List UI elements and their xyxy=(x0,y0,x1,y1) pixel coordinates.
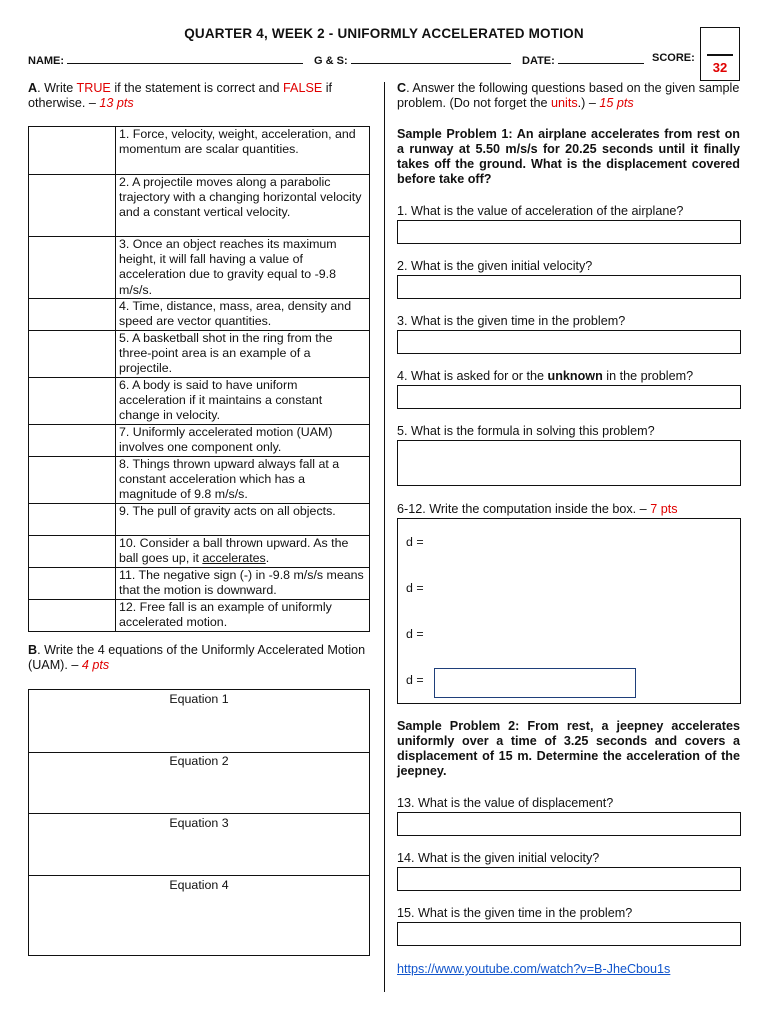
question-13: 13. What is the value of displacement? xyxy=(397,796,614,810)
answer-box-2[interactable] xyxy=(397,275,741,299)
gs-label: G & S: xyxy=(314,55,348,67)
answer-cell[interactable] xyxy=(29,536,116,568)
statement-text: 3. Once an object reaches its maximum height, it will fall having a value of acceleration due to gravity equal to -9.8 m/s/s. xyxy=(116,237,370,299)
table-row xyxy=(29,568,370,600)
answer-cell[interactable] xyxy=(29,299,116,331)
table-row xyxy=(29,536,370,568)
statement-text: 5. A basketball shot in the ring from the three-point area is an example of a projectile. xyxy=(116,331,370,378)
equation-2-box[interactable]: Equation 2 xyxy=(28,752,370,814)
equation-4-box[interactable]: Equation 4 xyxy=(28,876,370,956)
date-label: DATE: xyxy=(522,55,555,67)
d-label: d = xyxy=(406,535,424,549)
answer-cell[interactable] xyxy=(29,331,116,378)
table-row xyxy=(29,504,370,536)
table-row xyxy=(29,299,370,331)
true-false-table xyxy=(28,126,370,632)
answer-box-3[interactable] xyxy=(397,330,741,354)
name-label: NAME: xyxy=(28,55,65,67)
section-b-instructions: B. Write the 4 equations of the Uniformly Accelerated Motion (UAM). – 4 pts xyxy=(28,643,366,672)
worksheet-title: QUARTER 4, WEEK 2 - UNIFORMLY ACCELERATED MOTION xyxy=(184,26,584,41)
table-row xyxy=(29,600,370,632)
question-1: 1. What is the value of acceleration of the airplane? xyxy=(397,204,684,218)
answer-box-13[interactable] xyxy=(397,812,741,836)
gs-field[interactable] xyxy=(314,52,511,67)
statement-text: 11. The negative sign (-) in -9.8 m/s/s means that the motion is downward. xyxy=(116,568,370,600)
question-4: 4. What is asked for or the unknown in the problem? xyxy=(397,369,694,383)
answer-box-15[interactable] xyxy=(397,922,741,946)
statement-text: 9. The pull of gravity acts on all objects. xyxy=(116,504,370,536)
computation-box[interactable] xyxy=(397,518,741,704)
column-divider xyxy=(384,82,385,992)
statement-text: 6. A body is said to have uniform acceleration if it maintains a constant change in velocity. xyxy=(116,378,370,425)
answer-cell[interactable] xyxy=(29,568,116,600)
score-label: SCORE: xyxy=(652,52,695,64)
section-a-instructions: A. Write TRUE if the statement is correct and FALSE if otherwise. – 13 pts xyxy=(28,81,333,110)
statement-text: 8. Things thrown upward always fall at a constant acceleration which has a magnitude of 9.8 m/s/s. xyxy=(116,457,370,504)
table-row xyxy=(29,331,370,378)
section-c-instructions: C. Answer the following questions based on the given sample problem. (Do not forget the units.) – 15 pts xyxy=(397,81,740,110)
statement-text: 1. Force, velocity, weight, acceleration, and momentum are scalar quantities. xyxy=(116,127,370,175)
answer-box-1[interactable] xyxy=(397,220,741,244)
question-5: 5. What is the formula in solving this problem? xyxy=(397,424,655,438)
table-row xyxy=(29,378,370,425)
d-label: d = xyxy=(406,627,424,641)
table-row xyxy=(29,127,370,175)
question-3: 3. What is the given time in the problem? xyxy=(397,314,626,328)
answer-box-4[interactable] xyxy=(397,385,741,409)
score-total: 32 xyxy=(712,60,728,75)
sample-problem-1: Sample Problem 1: An airplane accelerates from rest on a runway at 5.50 m/s/s for 20.25 seconds until it finally takes off the ground. What is the displacement covered before take off? xyxy=(397,127,740,186)
computation-instructions: 6-12. Write the computation inside the box. – 7 pts xyxy=(397,502,678,516)
answer-box-14[interactable] xyxy=(397,867,741,891)
question-15: 15. What is the given time in the problem? xyxy=(397,906,633,920)
final-answer-box[interactable] xyxy=(434,668,636,698)
d-label: d = xyxy=(406,673,424,687)
answer-cell[interactable] xyxy=(29,175,116,237)
statement-text: 10. Consider a ball thrown upward. As the ball goes up, it accelerates. xyxy=(116,536,370,568)
answer-cell[interactable] xyxy=(29,504,116,536)
statement-text: 7. Uniformly accelerated motion (UAM) involves one component only. xyxy=(116,425,370,457)
answer-cell[interactable] xyxy=(29,378,116,425)
answer-cell[interactable] xyxy=(29,237,116,299)
date-field[interactable] xyxy=(522,52,644,67)
statement-text: 2. A projectile moves along a parabolic trajectory with a changing horizontal velocity and a constant vertical velocity. xyxy=(116,175,370,237)
table-row xyxy=(29,175,370,237)
answer-cell[interactable] xyxy=(29,600,116,632)
answer-cell[interactable] xyxy=(29,457,116,504)
table-row xyxy=(29,425,370,457)
statement-text: 12. Free fall is an example of uniformly accelerated motion. xyxy=(116,600,370,632)
table-row xyxy=(29,237,370,299)
answer-box-5[interactable] xyxy=(397,440,741,486)
youtube-link[interactable]: https://www.youtube.com/watch?v=B-JheCbou1s xyxy=(397,962,671,976)
answer-cell[interactable] xyxy=(29,127,116,175)
sample-problem-2: Sample Problem 2: From rest, a jeepney accelerates uniformly over a time of 3.25 seconds and covers a displacement of 15 m. Determine the acceleration of the jeepney. xyxy=(397,719,740,778)
d-label: d = xyxy=(406,581,424,595)
statement-text: 4. Time, distance, mass, area, density and speed are vector quantities. xyxy=(116,299,370,331)
answer-cell[interactable] xyxy=(29,425,116,457)
question-2: 2. What is the given initial velocity? xyxy=(397,259,593,273)
equation-3-box[interactable]: Equation 3 xyxy=(28,814,370,876)
score-box[interactable] xyxy=(700,27,740,81)
table-row xyxy=(29,457,370,504)
question-14: 14. What is the given initial velocity? xyxy=(397,851,600,865)
name-field[interactable] xyxy=(28,52,303,67)
equation-1-box[interactable]: Equation 1 xyxy=(28,689,370,753)
